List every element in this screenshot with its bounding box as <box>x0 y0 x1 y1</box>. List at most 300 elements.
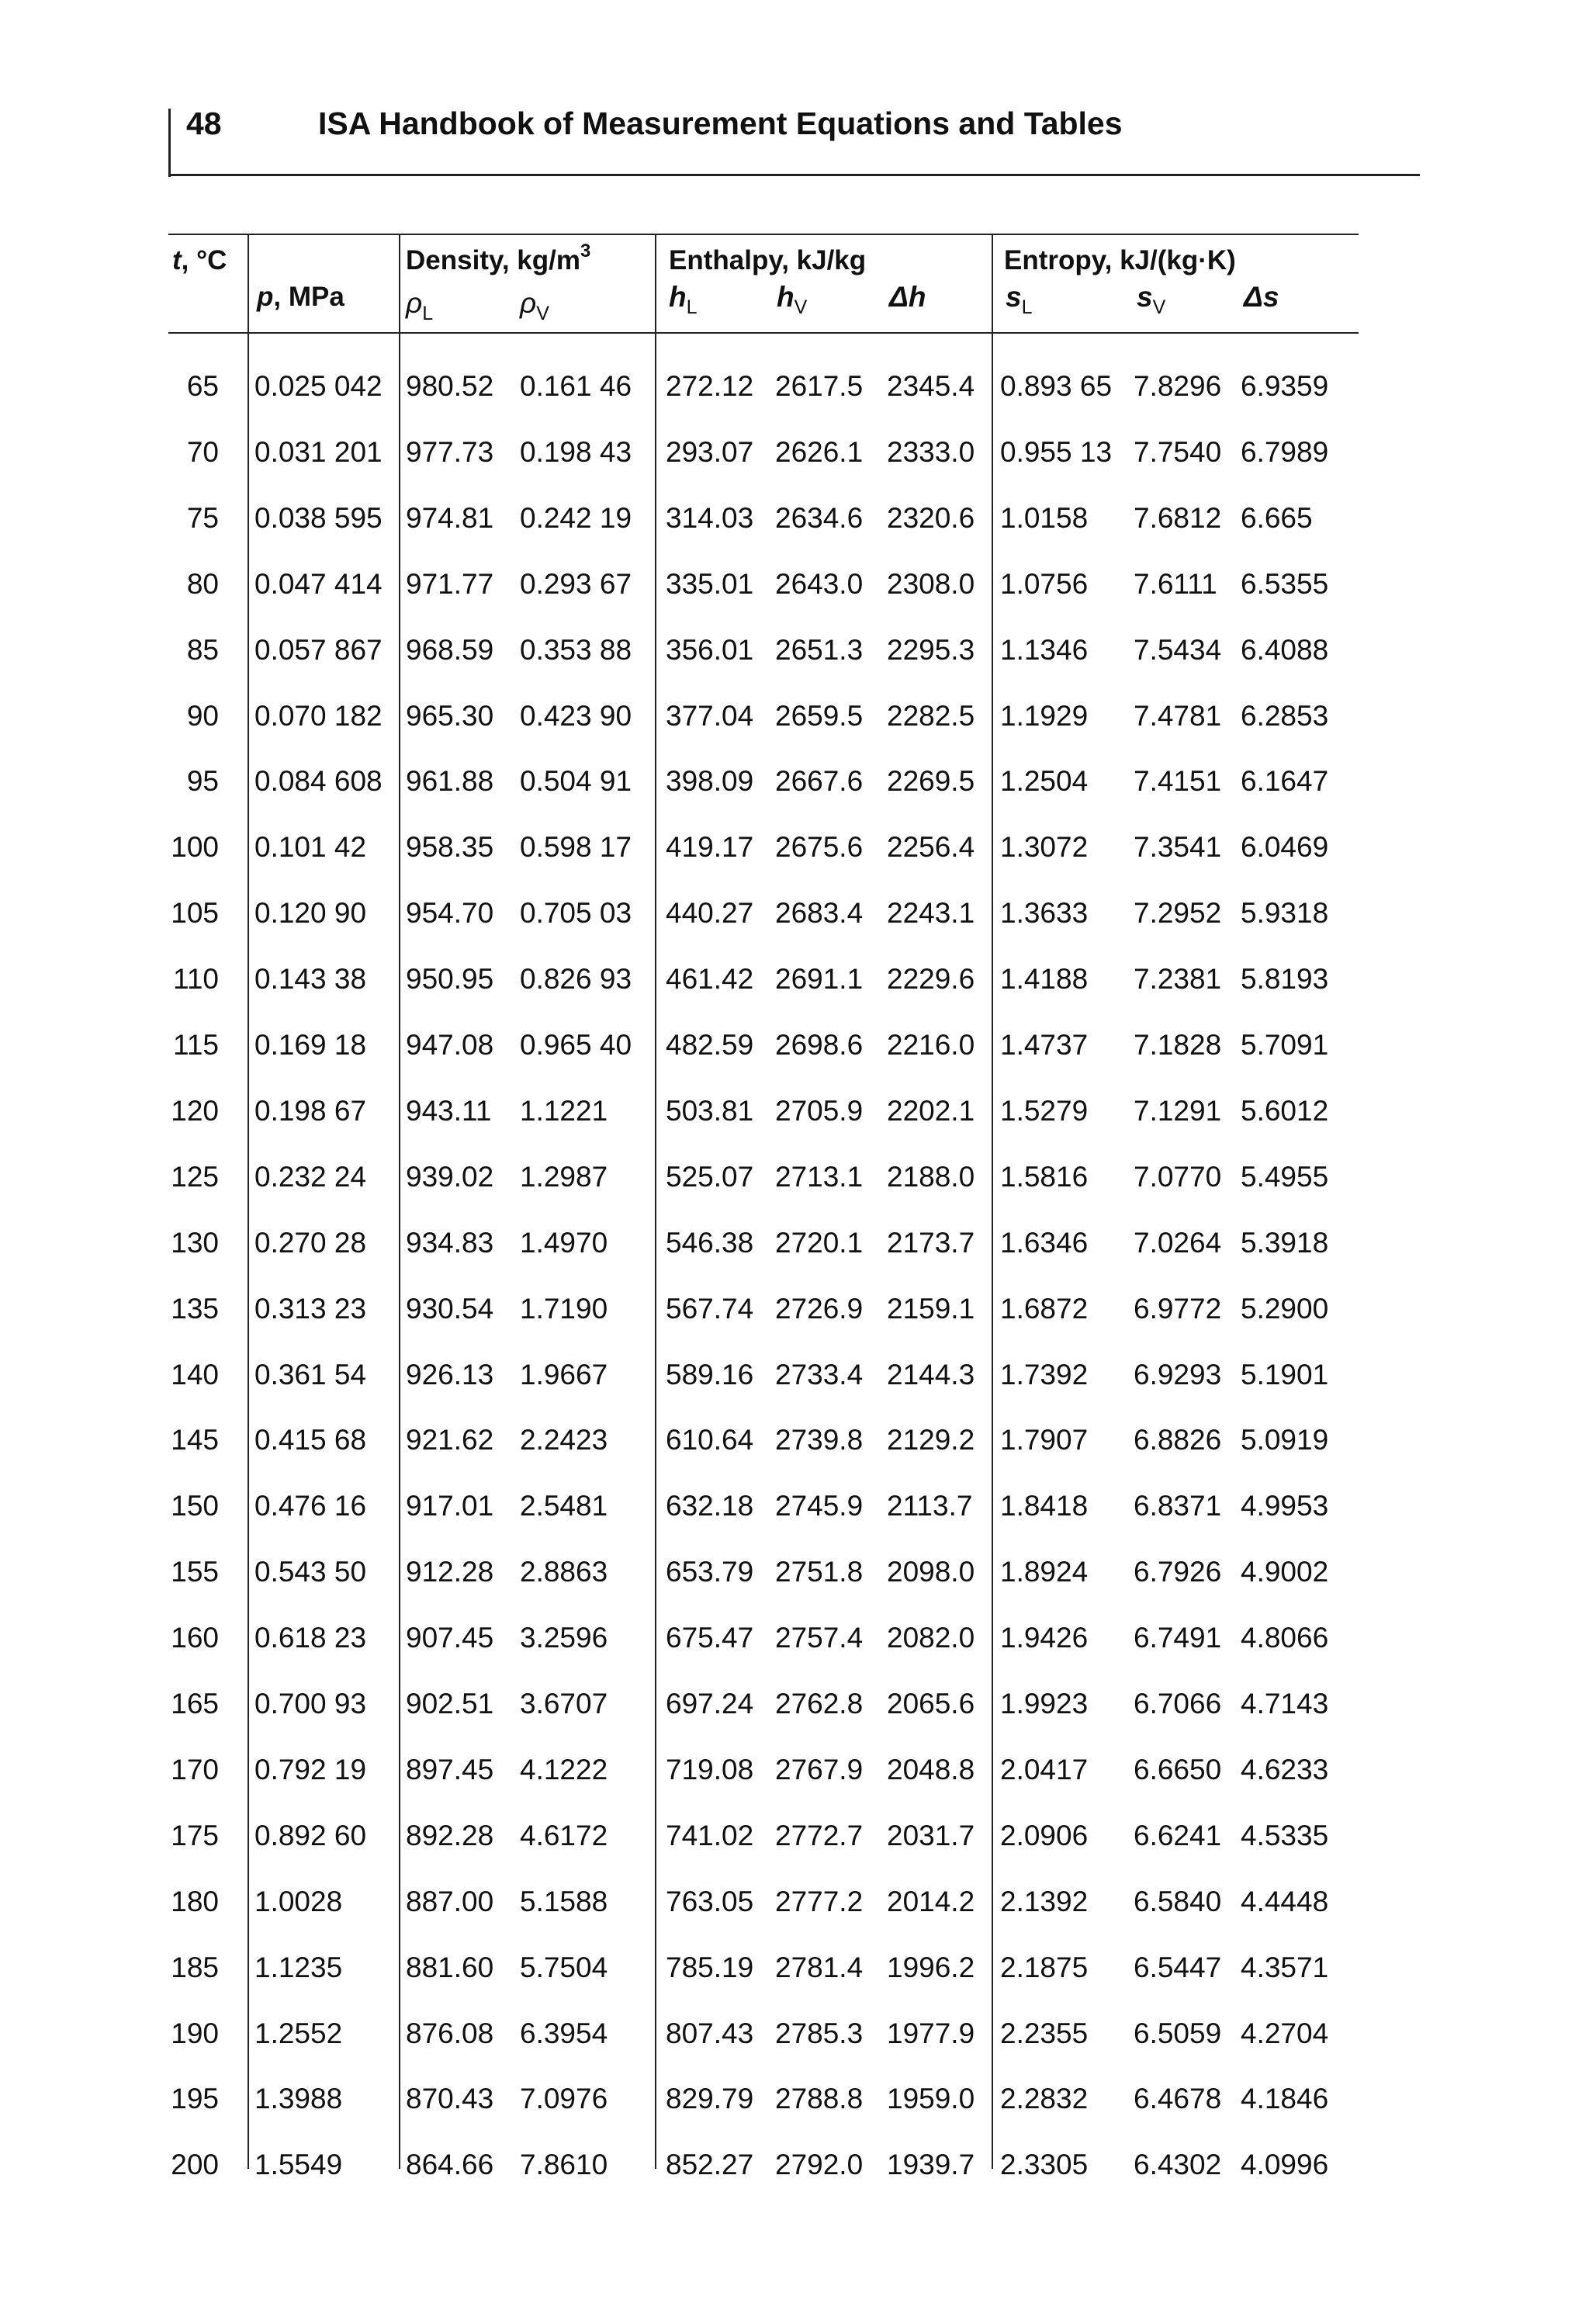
cell-entropy-liquid: 1.6346 <box>1000 1226 1089 1259</box>
cell-temperature: 80 <box>186 567 219 600</box>
cell-density-vapor: 7.8610 <box>520 2149 608 2181</box>
cell-temperature: 155 <box>171 1556 219 1588</box>
page-number: 48 <box>186 106 222 141</box>
cell-enthalpy-delta: 1959.0 <box>887 2083 975 2115</box>
cell-entropy-vapor: 6.7066 <box>1134 1688 1222 1720</box>
cell-temperature: 135 <box>171 1292 219 1325</box>
cell-pressure: 0.415 68 <box>254 1424 367 1456</box>
sub-L: L <box>1021 296 1033 318</box>
cell-enthalpy-vapor: 2762.8 <box>775 1688 864 1720</box>
cell-enthalpy-liquid: 377.04 <box>666 699 754 732</box>
cell-density-vapor: 2.5481 <box>520 1490 608 1522</box>
cell-enthalpy-vapor: 2777.2 <box>775 1885 864 1917</box>
cell-enthalpy-liquid: 785.19 <box>666 1951 754 1983</box>
cell-enthalpy-liquid: 675.47 <box>666 1622 754 1654</box>
table-row <box>0 1092 1589 1131</box>
cell-enthalpy-vapor: 2683.4 <box>775 897 864 930</box>
cell-density-vapor: 0.504 91 <box>520 765 632 798</box>
s-char: s <box>1006 281 1022 313</box>
cell-temperature: 175 <box>171 1819 219 1851</box>
rho-char: ρ <box>406 287 423 319</box>
cell-enthalpy-liquid: 741.02 <box>666 1819 754 1851</box>
cell-enthalpy-liquid: 335.01 <box>666 567 754 600</box>
cell-enthalpy-liquid: 482.59 <box>666 1029 754 1061</box>
cell-enthalpy-vapor: 2667.6 <box>775 765 864 798</box>
cell-density-liquid: 876.08 <box>406 2017 494 2049</box>
cell-pressure: 0.031 201 <box>254 435 383 468</box>
cell-density-liquid: 939.02 <box>406 1160 494 1193</box>
cell-density-liquid: 912.28 <box>406 1556 494 1588</box>
cell-entropy-delta: 6.2853 <box>1241 699 1329 732</box>
cell-density-vapor: 1.7190 <box>520 1292 608 1325</box>
cell-entropy-liquid: 1.4188 <box>1000 963 1089 996</box>
cell-pressure: 0.070 182 <box>254 699 383 732</box>
cell-density-liquid: 921.62 <box>406 1424 494 1456</box>
table-row <box>0 631 1589 670</box>
cell-enthalpy-delta: 2159.1 <box>887 1292 975 1325</box>
cell-entropy-delta: 4.7143 <box>1241 1688 1329 1720</box>
cell-density-vapor: 1.2987 <box>520 1160 608 1193</box>
cell-entropy-vapor: 6.8371 <box>1134 1490 1222 1522</box>
cell-entropy-delta: 6.1647 <box>1241 765 1329 798</box>
cell-enthalpy-delta: 2188.0 <box>887 1160 975 1193</box>
cell-entropy-delta: 5.7091 <box>1241 1029 1329 1061</box>
cell-enthalpy-delta: 2282.5 <box>887 699 975 732</box>
table-row <box>0 433 1589 472</box>
cell-enthalpy-liquid: 653.79 <box>666 1556 754 1588</box>
cell-entropy-liquid: 2.0417 <box>1000 1753 1089 1785</box>
cell-entropy-delta: 6.665 <box>1241 501 1313 534</box>
cell-temperature: 120 <box>171 1094 219 1127</box>
cell-enthalpy-vapor: 2767.9 <box>775 1753 864 1785</box>
cell-entropy-liquid: 2.2832 <box>1000 2083 1089 2115</box>
cell-density-liquid: 974.81 <box>406 501 494 534</box>
cell-entropy-delta: 5.9318 <box>1241 897 1329 930</box>
table-row <box>0 2014 1589 2053</box>
cell-density-liquid: 917.01 <box>406 1490 494 1522</box>
cell-enthalpy-liquid: 525.07 <box>666 1160 754 1193</box>
cell-entropy-liquid: 1.8924 <box>1000 1556 1089 1588</box>
cell-enthalpy-delta: 2216.0 <box>887 1029 975 1061</box>
cell-density-liquid: 907.45 <box>406 1622 494 1654</box>
cell-entropy-liquid: 0.893 65 <box>1000 370 1113 402</box>
cell-density-vapor: 3.2596 <box>520 1622 608 1654</box>
cell-density-vapor: 5.1588 <box>520 1885 608 1917</box>
cell-temperature: 165 <box>171 1688 219 1720</box>
cell-density-vapor: 2.2423 <box>520 1424 608 1456</box>
cell-entropy-vapor: 6.8826 <box>1134 1424 1222 1456</box>
t-unit: , °C <box>181 245 227 275</box>
cell-entropy-delta: 4.8066 <box>1241 1622 1329 1654</box>
cell-entropy-liquid: 0.955 13 <box>1000 435 1113 468</box>
cell-density-liquid: 892.28 <box>406 1819 494 1851</box>
running-title: ISA Handbook of Measurement Equations and Tables <box>318 106 1123 141</box>
cell-temperature: 140 <box>171 1358 219 1391</box>
cell-entropy-delta: 4.4448 <box>1241 1885 1329 1917</box>
cell-enthalpy-liquid: 719.08 <box>666 1753 754 1785</box>
sub-V: V <box>794 296 808 318</box>
cell-entropy-delta: 5.1901 <box>1241 1358 1329 1391</box>
cell-entropy-vapor: 7.4151 <box>1134 765 1222 798</box>
cell-entropy-vapor: 7.3541 <box>1134 831 1222 864</box>
table-row <box>0 1817 1589 1855</box>
cell-enthalpy-delta: 2014.2 <box>887 1885 975 1917</box>
cell-enthalpy-delta: 2048.8 <box>887 1753 975 1785</box>
s-char: s <box>1137 281 1153 313</box>
cell-density-liquid: 870.43 <box>406 2083 494 2115</box>
cell-enthalpy-liquid: 503.81 <box>666 1094 754 1127</box>
table-row <box>0 1553 1589 1591</box>
cell-entropy-delta: 6.0469 <box>1241 831 1329 864</box>
cell-density-liquid: 881.60 <box>406 1951 494 1983</box>
cell-temperature: 110 <box>173 963 219 996</box>
cell-enthalpy-vapor: 2739.8 <box>775 1424 864 1456</box>
table-row <box>0 828 1589 867</box>
cell-enthalpy-liquid: 852.27 <box>666 2149 754 2181</box>
cell-temperature: 90 <box>186 699 219 732</box>
cell-entropy-vapor: 6.5840 <box>1134 1885 1222 1917</box>
sub-V: V <box>1152 296 1166 318</box>
cell-pressure: 0.232 24 <box>254 1160 367 1193</box>
cell-enthalpy-delta: 2098.0 <box>887 1556 975 1588</box>
cell-enthalpy-liquid: 440.27 <box>666 897 754 930</box>
cell-enthalpy-vapor: 2675.6 <box>775 831 864 864</box>
cell-enthalpy-vapor: 2691.1 <box>775 963 864 996</box>
cell-entropy-delta: 5.4955 <box>1241 1160 1329 1193</box>
cell-entropy-delta: 5.6012 <box>1241 1094 1329 1127</box>
cell-entropy-delta: 4.9953 <box>1241 1490 1329 1522</box>
cell-entropy-vapor: 6.7926 <box>1134 1556 1222 1588</box>
table-row <box>0 1619 1589 1657</box>
cell-enthalpy-delta: 2144.3 <box>887 1358 975 1391</box>
cell-density-vapor: 0.705 03 <box>520 897 632 930</box>
p-unit: , MPa <box>273 282 344 312</box>
cell-entropy-liquid: 2.2355 <box>1000 2017 1089 2049</box>
cell-entropy-liquid: 1.5816 <box>1000 1160 1089 1193</box>
rho-char: ρ <box>520 287 537 319</box>
column-group-entropy: Entropy, kJ/(kg·K) <box>1004 245 1236 275</box>
cell-enthalpy-vapor: 2617.5 <box>775 370 864 402</box>
cell-enthalpy-liquid: 697.24 <box>666 1688 754 1720</box>
cell-density-vapor: 0.242 19 <box>520 501 632 534</box>
h-char: h <box>777 281 794 313</box>
cell-temperature: 170 <box>171 1753 219 1785</box>
cell-entropy-delta: 4.9002 <box>1241 1556 1329 1588</box>
cell-enthalpy-liquid: 272.12 <box>666 370 754 402</box>
cell-enthalpy-vapor: 2772.7 <box>775 1819 864 1851</box>
h-char: h <box>669 281 687 313</box>
cell-enthalpy-liquid: 546.38 <box>666 1226 754 1259</box>
cell-density-vapor: 0.198 43 <box>520 435 632 468</box>
cell-enthalpy-delta: 2031.7 <box>887 1819 975 1851</box>
cell-enthalpy-vapor: 2745.9 <box>775 1490 864 1522</box>
cell-enthalpy-vapor: 2698.6 <box>775 1029 864 1061</box>
cell-enthalpy-vapor: 2792.0 <box>775 2149 864 2181</box>
cell-enthalpy-delta: 2295.3 <box>887 633 975 666</box>
cell-pressure: 0.792 19 <box>254 1753 367 1785</box>
cell-density-vapor: 0.598 17 <box>520 831 632 864</box>
cell-density-liquid: 965.30 <box>406 699 494 732</box>
cell-pressure: 0.198 67 <box>254 1094 367 1127</box>
cell-entropy-vapor: 7.1291 <box>1134 1094 1222 1127</box>
cell-entropy-liquid: 1.5279 <box>1000 1094 1089 1127</box>
cell-density-vapor: 6.3954 <box>520 2017 608 2049</box>
cell-temperature: 75 <box>186 501 219 534</box>
table-row <box>0 1356 1589 1394</box>
table-row <box>0 1158 1589 1197</box>
cell-entropy-delta: 5.0919 <box>1241 1424 1329 1456</box>
cell-entropy-liquid: 1.6872 <box>1000 1292 1089 1325</box>
cell-entropy-liquid: 1.1929 <box>1000 699 1089 732</box>
column-group-enthalpy: Enthalpy, kJ/kg <box>669 245 867 275</box>
cell-density-vapor: 3.6707 <box>520 1688 608 1720</box>
cell-density-vapor: 1.4970 <box>520 1226 608 1259</box>
table-row <box>0 960 1589 999</box>
cell-entropy-vapor: 6.7491 <box>1134 1622 1222 1654</box>
cell-temperature: 150 <box>171 1490 219 1522</box>
cell-entropy-vapor: 6.9772 <box>1134 1292 1222 1325</box>
cell-pressure: 0.543 50 <box>254 1556 367 1588</box>
t-symbol: t <box>172 245 182 275</box>
cell-density-liquid: 947.08 <box>406 1029 494 1061</box>
cell-density-liquid: 954.70 <box>406 897 494 930</box>
cell-entropy-vapor: 7.2952 <box>1134 897 1222 930</box>
cell-enthalpy-vapor: 2720.1 <box>775 1226 864 1259</box>
cell-enthalpy-liquid: 419.17 <box>666 831 754 864</box>
cell-entropy-delta: 4.1846 <box>1241 2083 1329 2115</box>
cell-temperature: 115 <box>173 1029 219 1061</box>
cell-entropy-liquid: 2.3305 <box>1000 2149 1089 2181</box>
table-row <box>0 1290 1589 1328</box>
cell-entropy-delta: 6.9359 <box>1241 370 1329 402</box>
cell-enthalpy-vapor: 2634.6 <box>775 501 864 534</box>
cell-density-liquid: 943.11 <box>406 1094 492 1127</box>
cell-entropy-vapor: 7.2381 <box>1134 963 1222 996</box>
cell-enthalpy-liquid: 398.09 <box>666 765 754 798</box>
cell-entropy-delta: 4.3571 <box>1241 1951 1329 1983</box>
cell-density-vapor: 4.1222 <box>520 1753 608 1785</box>
cell-entropy-vapor: 6.4678 <box>1134 2083 1222 2115</box>
cell-enthalpy-vapor: 2713.1 <box>775 1160 864 1193</box>
cell-enthalpy-liquid: 763.05 <box>666 1885 754 1917</box>
cell-entropy-delta: 6.5355 <box>1241 567 1329 600</box>
cell-entropy-vapor: 6.9293 <box>1134 1358 1222 1391</box>
cell-entropy-liquid: 1.9426 <box>1000 1622 1089 1654</box>
cell-entropy-delta: 4.0996 <box>1241 2149 1329 2181</box>
table-row <box>0 2080 1589 2118</box>
cell-enthalpy-delta: 2173.7 <box>887 1226 975 1259</box>
cell-density-liquid: 977.73 <box>406 435 494 468</box>
table-row <box>0 894 1589 933</box>
cell-density-vapor: 2.8863 <box>520 1556 608 1588</box>
cell-enthalpy-delta: 2113.7 <box>887 1490 973 1522</box>
table-row <box>0 1421 1589 1460</box>
cell-enthalpy-delta: 2202.1 <box>887 1094 975 1127</box>
cell-density-liquid: 902.51 <box>406 1688 494 1720</box>
cell-entropy-liquid: 1.8418 <box>1000 1490 1089 1522</box>
cell-density-liquid: 968.59 <box>406 633 494 666</box>
cell-density-liquid: 958.35 <box>406 831 494 864</box>
cell-density-liquid: 926.13 <box>406 1358 494 1391</box>
cell-temperature: 65 <box>186 370 219 402</box>
cell-entropy-liquid: 1.0158 <box>1000 501 1089 534</box>
cell-entropy-delta: 6.4088 <box>1241 633 1329 666</box>
table-row <box>0 1751 1589 1789</box>
cell-temperature: 185 <box>171 1951 219 1983</box>
cell-pressure: 0.057 867 <box>254 633 383 666</box>
cell-enthalpy-delta: 2243.1 <box>887 897 975 930</box>
cell-enthalpy-delta: 2229.6 <box>887 963 975 996</box>
density-exponent: 3 <box>580 241 591 261</box>
delta-h-char: Δh <box>889 281 926 313</box>
cell-density-liquid: 864.66 <box>406 2149 494 2181</box>
cell-entropy-vapor: 7.5434 <box>1134 633 1222 666</box>
cell-entropy-delta: 5.3918 <box>1241 1226 1329 1259</box>
cell-entropy-liquid: 1.0756 <box>1000 567 1089 600</box>
cell-enthalpy-delta: 1939.7 <box>887 2149 975 2181</box>
cell-density-vapor: 7.0976 <box>520 2083 608 2115</box>
cell-entropy-vapor: 7.8296 <box>1134 370 1222 402</box>
cell-entropy-delta: 5.2900 <box>1241 1292 1329 1325</box>
cell-density-liquid: 930.54 <box>406 1292 494 1325</box>
table-row <box>0 2146 1589 2184</box>
cell-density-vapor: 0.423 90 <box>520 699 632 732</box>
cell-pressure: 0.270 28 <box>254 1226 367 1259</box>
cell-temperature: 145 <box>171 1424 219 1456</box>
cell-entropy-vapor: 7.0770 <box>1134 1160 1222 1193</box>
table-row <box>0 1882 1589 1921</box>
cell-enthalpy-liquid: 632.18 <box>666 1490 754 1522</box>
cell-enthalpy-delta: 2256.4 <box>887 831 975 864</box>
cell-temperature: 100 <box>171 831 219 864</box>
cell-density-vapor: 0.353 88 <box>520 633 632 666</box>
cell-pressure: 1.3988 <box>254 2083 343 2115</box>
cell-enthalpy-liquid: 567.74 <box>666 1292 754 1325</box>
density-label: Density, kg/m <box>406 245 580 275</box>
cell-density-liquid: 897.45 <box>406 1753 494 1785</box>
p-symbol: p <box>257 282 274 312</box>
cell-entropy-vapor: 6.6650 <box>1134 1753 1222 1785</box>
cell-temperature: 190 <box>171 2017 219 2049</box>
cell-temperature: 105 <box>171 897 219 930</box>
cell-density-liquid: 971.77 <box>406 567 494 600</box>
cell-pressure: 0.892 60 <box>254 1819 367 1851</box>
cell-entropy-liquid: 1.2504 <box>1000 765 1089 798</box>
cell-pressure: 0.038 595 <box>254 501 383 534</box>
cell-pressure: 0.025 042 <box>254 370 383 402</box>
cell-density-liquid: 980.52 <box>406 370 494 402</box>
cell-entropy-liquid: 1.3072 <box>1000 831 1089 864</box>
cell-enthalpy-liquid: 589.16 <box>666 1358 754 1391</box>
cell-pressure: 0.618 23 <box>254 1622 367 1654</box>
cell-temperature: 85 <box>186 633 219 666</box>
cell-enthalpy-vapor: 2659.5 <box>775 699 864 732</box>
cell-enthalpy-vapor: 2751.8 <box>775 1556 864 1588</box>
table-row <box>0 565 1589 604</box>
cell-density-vapor: 0.161 46 <box>520 370 632 402</box>
cell-entropy-vapor: 6.5059 <box>1134 2017 1222 2049</box>
cell-enthalpy-delta: 2320.6 <box>887 501 975 534</box>
cell-enthalpy-vapor: 2705.9 <box>775 1094 864 1127</box>
cell-entropy-liquid: 1.7907 <box>1000 1424 1089 1456</box>
cell-temperature: 180 <box>171 1885 219 1917</box>
cell-pressure: 0.476 16 <box>254 1490 367 1522</box>
table-row <box>0 499 1589 538</box>
cell-density-liquid: 950.95 <box>406 963 494 996</box>
cell-enthalpy-liquid: 829.79 <box>666 2083 754 2115</box>
cell-pressure: 0.361 54 <box>254 1358 367 1391</box>
cell-enthalpy-liquid: 461.42 <box>666 963 754 996</box>
cell-temperature: 130 <box>171 1226 219 1259</box>
cell-pressure: 0.120 90 <box>254 897 367 930</box>
delta-s-char: Δs <box>1244 281 1279 313</box>
cell-enthalpy-vapor: 2785.3 <box>775 2017 864 2049</box>
cell-pressure: 0.143 38 <box>254 963 367 996</box>
cell-density-vapor: 0.826 93 <box>520 963 632 996</box>
cell-enthalpy-delta: 2065.6 <box>887 1688 975 1720</box>
cell-enthalpy-liquid: 807.43 <box>666 2017 754 2049</box>
cell-density-vapor: 1.9667 <box>520 1358 608 1391</box>
cell-temperature: 70 <box>186 435 219 468</box>
cell-pressure: 0.047 414 <box>254 567 383 600</box>
cell-enthalpy-vapor: 2626.1 <box>775 435 864 468</box>
cell-enthalpy-vapor: 2733.4 <box>775 1358 864 1391</box>
cell-entropy-vapor: 7.6111 <box>1134 567 1217 600</box>
cell-entropy-liquid: 1.3633 <box>1000 897 1089 930</box>
cell-enthalpy-delta: 1977.9 <box>887 2017 975 2049</box>
cell-pressure: 0.084 608 <box>254 765 383 798</box>
cell-pressure: 1.2552 <box>254 2017 343 2049</box>
table-row <box>0 762 1589 801</box>
cell-enthalpy-liquid: 356.01 <box>666 633 754 666</box>
cell-enthalpy-liquid: 314.03 <box>666 501 754 534</box>
cell-entropy-delta: 4.6233 <box>1241 1753 1329 1785</box>
cell-entropy-delta: 4.5335 <box>1241 1819 1329 1851</box>
cell-temperature: 200 <box>171 2149 219 2181</box>
cell-density-vapor: 1.1221 <box>520 1094 608 1127</box>
table-row <box>0 1487 1589 1526</box>
cell-density-liquid: 961.88 <box>406 765 494 798</box>
cell-enthalpy-liquid: 610.64 <box>666 1424 754 1456</box>
cell-pressure: 0.169 18 <box>254 1029 367 1061</box>
cell-density-vapor: 0.293 67 <box>520 567 632 600</box>
cell-entropy-delta: 4.2704 <box>1241 2017 1329 2049</box>
cell-enthalpy-delta: 2333.0 <box>887 435 975 468</box>
cell-entropy-vapor: 7.1828 <box>1134 1029 1222 1061</box>
cell-density-vapor: 4.6172 <box>520 1819 608 1851</box>
cell-entropy-liquid: 2.0906 <box>1000 1819 1089 1851</box>
cell-pressure: 1.1235 <box>254 1951 343 1983</box>
cell-enthalpy-delta: 1996.2 <box>887 1951 975 1983</box>
cell-enthalpy-vapor: 2781.4 <box>775 1951 864 1983</box>
table-row <box>0 1224 1589 1262</box>
table-row <box>0 367 1589 406</box>
cell-enthalpy-vapor: 2726.9 <box>775 1292 864 1325</box>
cell-entropy-liquid: 1.1346 <box>1000 633 1089 666</box>
cell-enthalpy-liquid: 293.07 <box>666 435 754 468</box>
cell-entropy-delta: 5.8193 <box>1241 963 1329 996</box>
cell-enthalpy-vapor: 2757.4 <box>775 1622 864 1654</box>
cell-temperature: 160 <box>171 1622 219 1654</box>
cell-pressure: 0.700 93 <box>254 1688 367 1720</box>
cell-entropy-vapor: 6.5447 <box>1134 1951 1222 1983</box>
sub-V: V <box>536 303 549 324</box>
cell-pressure: 0.101 42 <box>254 831 367 864</box>
cell-enthalpy-delta: 2129.2 <box>887 1424 975 1456</box>
cell-entropy-vapor: 6.6241 <box>1134 1819 1222 1851</box>
table-row <box>0 697 1589 736</box>
cell-entropy-liquid: 1.9923 <box>1000 1688 1089 1720</box>
